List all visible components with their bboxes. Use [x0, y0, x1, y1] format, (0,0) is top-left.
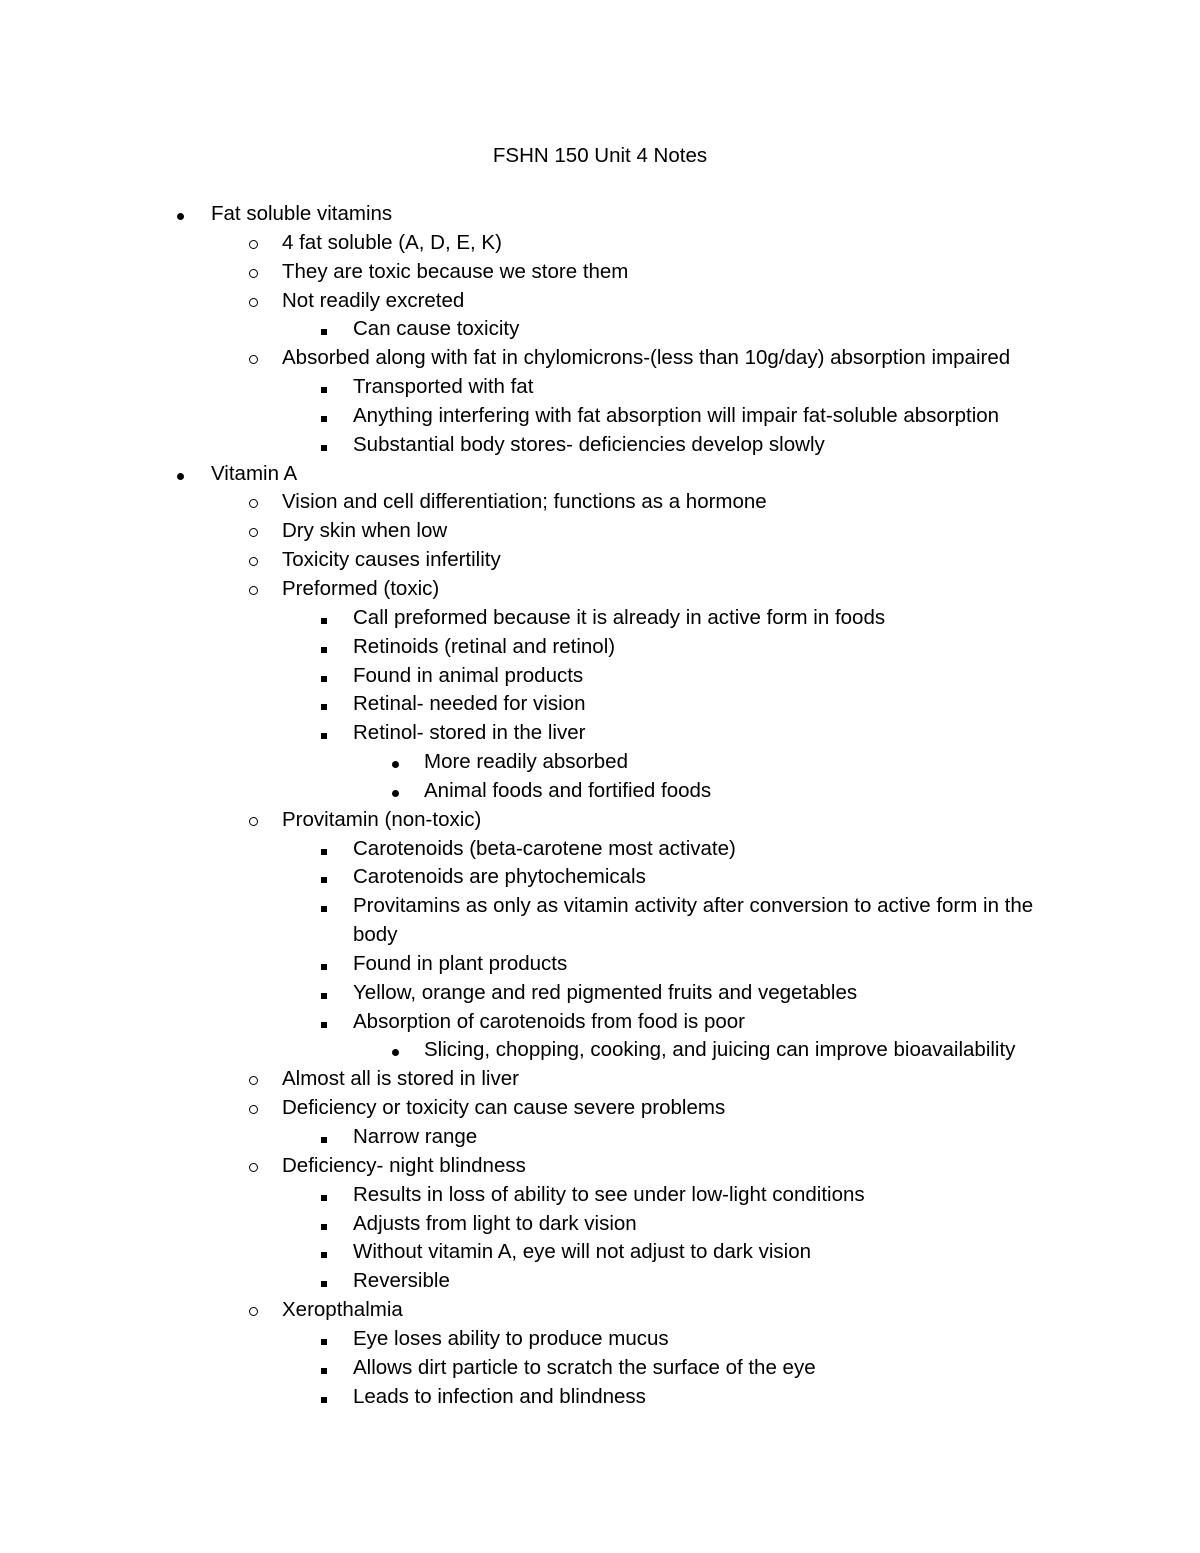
list-item-text: Yellow, orange and red pigmented fruits and vegetables — [353, 980, 858, 1004]
list-item-text: Not readily excreted — [282, 288, 465, 312]
list-item — [0, 1094, 1200, 1123]
square-bullet-icon — [314, 1238, 334, 1267]
square-bullet-icon — [314, 835, 334, 864]
disc-bullet-icon — [170, 200, 190, 229]
list-item-text: 4 fat soluble (A, D, E, K) — [282, 230, 502, 254]
square-bullet-icon — [314, 979, 334, 1008]
disc-bullet-icon — [170, 460, 190, 489]
list-item — [0, 1008, 1200, 1037]
list-item — [0, 1181, 1200, 1210]
circle-bullet-icon — [243, 575, 263, 604]
list-item-text: Adjusts from light to dark vision — [353, 1211, 637, 1235]
list-item — [0, 287, 1200, 316]
list-item — [0, 719, 1200, 748]
disc-bullet-icon — [385, 777, 405, 806]
list-item-text: More readily absorbed — [424, 750, 628, 774]
list-item — [0, 460, 1200, 489]
list-item-text: Reversible — [353, 1269, 450, 1293]
circle-bullet-icon — [243, 488, 263, 517]
list-item-text: Vision and cell differentiation; functions as a hormone — [282, 490, 767, 514]
list-item — [0, 1036, 1200, 1065]
list-item-text: Absorption of carotenoids from food is poor — [353, 1009, 745, 1033]
square-bullet-icon — [314, 892, 334, 921]
list-item — [0, 402, 1200, 431]
list-item — [0, 258, 1200, 287]
list-item — [0, 892, 1200, 950]
list-item-text: Deficiency or toxicity can cause severe problems — [282, 1096, 726, 1120]
list-item-text: Eye loses ability to produce mucus — [353, 1326, 669, 1350]
list-item — [0, 229, 1200, 258]
square-bullet-icon — [314, 719, 334, 748]
circle-bullet-icon — [243, 1094, 263, 1123]
list-item — [0, 1123, 1200, 1152]
square-bullet-icon — [314, 431, 334, 460]
circle-bullet-icon — [243, 229, 263, 258]
square-bullet-icon — [314, 315, 334, 344]
square-bullet-icon — [314, 950, 334, 979]
list-item — [0, 344, 1200, 373]
circle-bullet-icon — [243, 1065, 263, 1094]
circle-bullet-icon — [243, 344, 263, 373]
circle-bullet-icon — [243, 287, 263, 316]
square-bullet-icon — [314, 662, 334, 691]
square-bullet-icon — [314, 1008, 334, 1037]
square-bullet-icon — [314, 690, 334, 719]
circle-bullet-icon — [243, 517, 263, 546]
square-bullet-icon — [314, 1267, 334, 1296]
list-item-text: Preformed (toxic) — [282, 576, 440, 600]
list-item — [0, 1296, 1200, 1325]
list-item — [0, 200, 1200, 229]
list-item-text: Can cause toxicity — [353, 317, 520, 341]
list-item-text: Animal foods and fortified foods — [424, 778, 712, 802]
list-item-text: Deficiency- night blindness — [282, 1153, 526, 1177]
list-item — [0, 1238, 1200, 1267]
list-item — [0, 950, 1200, 979]
list-item — [0, 979, 1200, 1008]
list-item-text: Found in plant products — [353, 951, 568, 975]
square-bullet-icon — [314, 1354, 334, 1383]
list-item-text: Absorbed along with fat in chylomicrons-(less than 10g/day) absorption impaired — [282, 346, 1011, 370]
circle-bullet-icon — [243, 1296, 263, 1325]
list-item-text: Carotenoids are phytochemicals — [353, 865, 646, 889]
disc-bullet-icon — [385, 1036, 405, 1065]
list-item-text: Toxicity causes infertility — [282, 548, 501, 572]
list-item — [0, 1383, 1200, 1412]
list-item-text: Vitamin A — [211, 461, 298, 485]
list-item — [0, 777, 1200, 806]
notes-outline — [0, 200, 1200, 1411]
list-item — [0, 835, 1200, 864]
list-item — [0, 546, 1200, 575]
circle-bullet-icon — [243, 806, 263, 835]
list-item — [0, 1152, 1200, 1181]
square-bullet-icon — [314, 1383, 334, 1412]
list-item-text: They are toxic because we store them — [282, 259, 629, 283]
list-item — [0, 315, 1200, 344]
list-item-text: Carotenoids (beta-carotene most activate) — [353, 836, 736, 860]
list-item — [0, 373, 1200, 402]
list-item-text: Xeropthalmia — [282, 1298, 403, 1322]
list-item — [0, 690, 1200, 719]
list-item — [0, 517, 1200, 546]
list-item — [0, 662, 1200, 691]
list-item — [0, 1210, 1200, 1239]
list-item-text: Allows dirt particle to scratch the surface of the eye — [353, 1355, 816, 1379]
list-item-text: Provitamins as only as vitamin activity after conversion to active form in the body — [353, 894, 1034, 947]
list-item-text: Provitamin (non-toxic) — [282, 807, 482, 831]
list-item — [0, 748, 1200, 777]
list-item-text: Narrow range — [353, 1125, 478, 1148]
list-item — [0, 633, 1200, 662]
list-item-text: Fat soluble vitamins — [211, 202, 393, 225]
list-item-text: Transported with fat — [353, 375, 534, 399]
square-bullet-icon — [314, 863, 334, 892]
list-item-text: Call preformed because it is already in active form in foods — [353, 605, 886, 629]
list-item — [0, 604, 1200, 633]
list-item-text: Without vitamin A, eye will not adjust to dark vision — [353, 1240, 812, 1264]
list-item-text: Substantial body stores- deficiencies develop slowly — [353, 432, 825, 456]
list-item — [0, 1267, 1200, 1296]
list-item-text: Retinol- stored in the liver — [353, 721, 586, 745]
list-item-text: Retinal- needed for vision — [353, 692, 586, 716]
square-bullet-icon — [314, 1181, 334, 1210]
circle-bullet-icon — [243, 258, 263, 287]
square-bullet-icon — [314, 604, 334, 633]
list-item-text: Almost all is stored in liver — [282, 1067, 519, 1091]
list-item-text: Results in loss of ability to see under low-light conditions — [353, 1182, 865, 1206]
list-item — [0, 488, 1200, 517]
list-item-text: Found in animal products — [353, 663, 584, 687]
square-bullet-icon — [314, 1210, 334, 1239]
square-bullet-icon — [314, 1123, 334, 1152]
circle-bullet-icon — [243, 1152, 263, 1181]
list-item — [0, 806, 1200, 835]
square-bullet-icon — [314, 373, 334, 402]
list-item — [0, 1325, 1200, 1354]
list-item — [0, 1065, 1200, 1094]
list-item — [0, 863, 1200, 892]
list-item — [0, 1354, 1200, 1383]
list-item — [0, 431, 1200, 460]
square-bullet-icon — [314, 402, 334, 431]
list-item — [0, 575, 1200, 604]
list-item-text: Slicing, chopping, cooking, and juicing can improve bioavailability — [424, 1038, 1016, 1062]
list-item-text: Anything interfering with fat absorption will impair fat-soluble absorption — [353, 403, 1000, 427]
circle-bullet-icon — [243, 546, 263, 575]
disc-bullet-icon — [385, 748, 405, 777]
list-item-text: Dry skin when low — [282, 519, 448, 543]
square-bullet-icon — [314, 1325, 334, 1354]
list-item-text: Retinoids (retinal and retinol) — [353, 634, 616, 658]
page-title: FSHN 150 Unit 4 Notes — [492, 144, 708, 167]
square-bullet-icon — [314, 633, 334, 662]
list-item-text: Leads to infection and blindness — [353, 1384, 646, 1408]
